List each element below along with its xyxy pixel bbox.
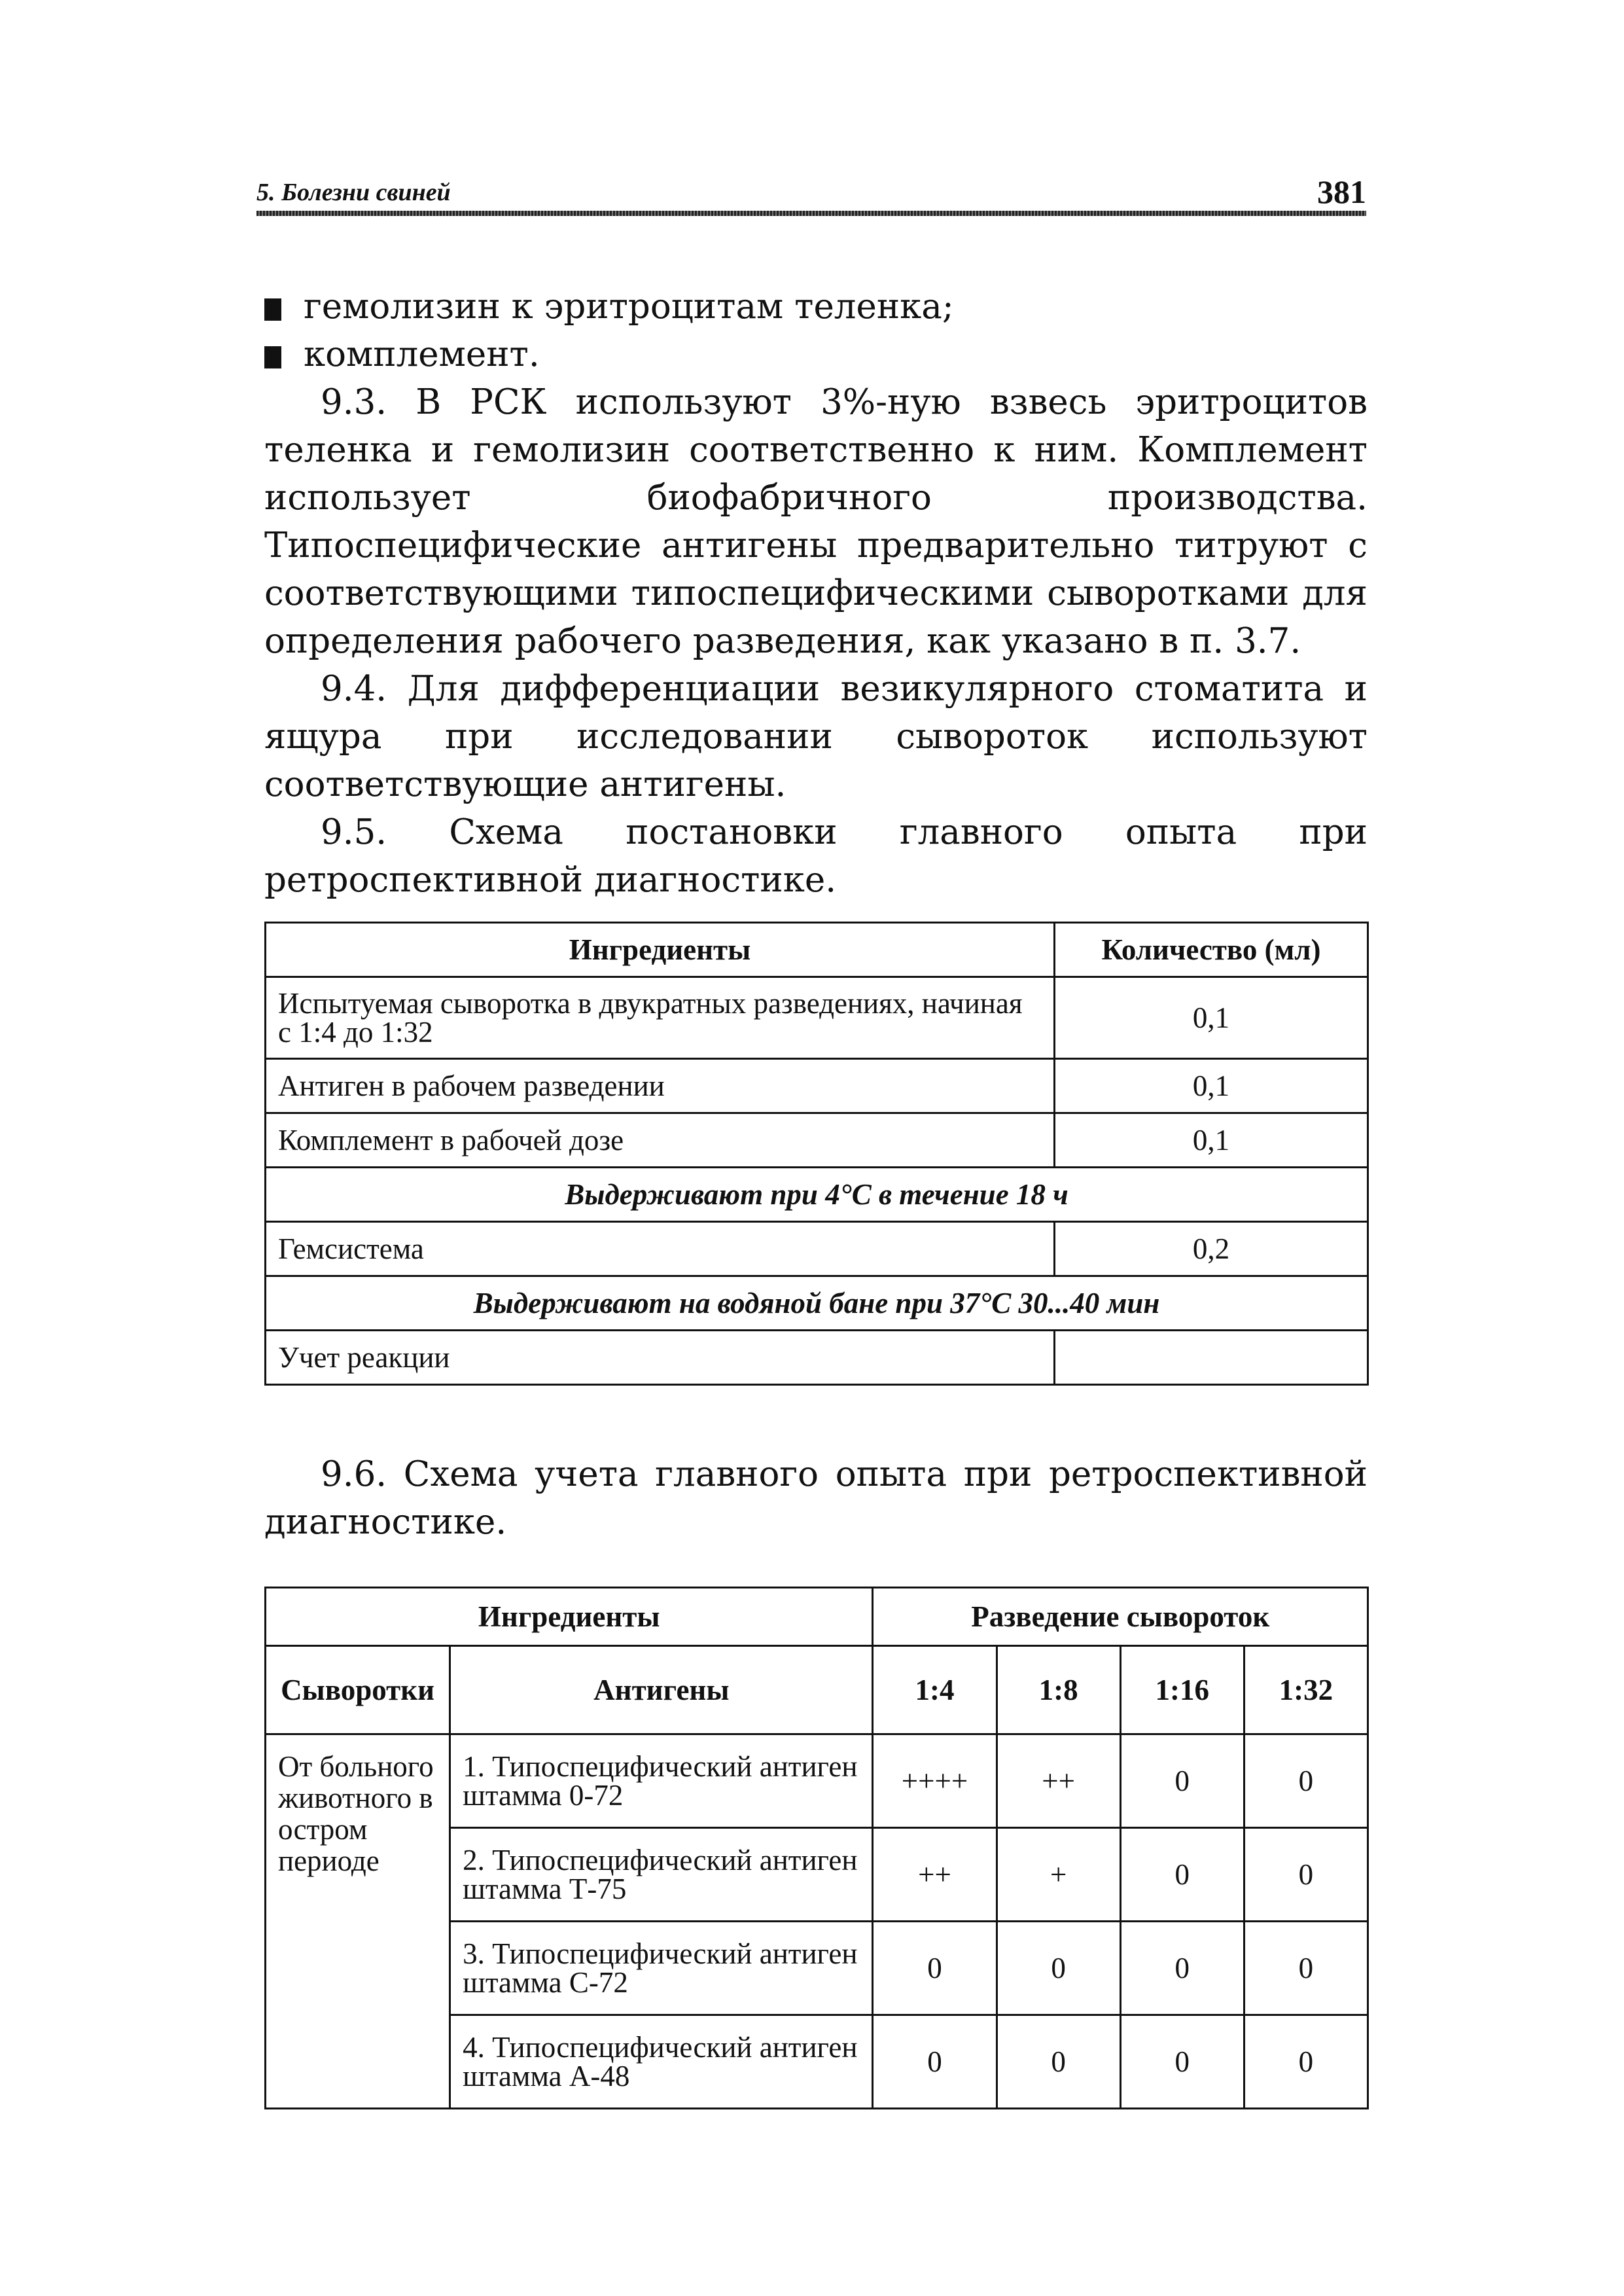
- antigen-cell: 3. Типоспецифический антиген штамма С-72: [450, 1922, 873, 2015]
- antigen-cell: 1. Типоспецифический антиген штамма 0-72: [450, 1734, 873, 1828]
- quantity-cell: 0,2: [1055, 1222, 1368, 1276]
- bullet-text: комплемент.: [304, 334, 540, 374]
- group-header: Ингредиенты: [266, 1588, 873, 1646]
- incubation-note: Выдерживают на водяной бане при 37°С 30...40 мин: [266, 1276, 1368, 1331]
- ingredient-cell: Антиген в рабочем разведении: [266, 1059, 1055, 1113]
- table-row: [266, 1168, 1368, 1222]
- quantity-cell: 0,1: [1055, 977, 1368, 1059]
- header-rule: [256, 211, 1366, 216]
- result-cell: 0: [1120, 1734, 1244, 1828]
- paragraph-9-5: 9.5. Схема постановки главного опыта при ретроспективной диагностике.: [264, 812, 1368, 900]
- result-cell: 0: [1244, 2015, 1368, 2109]
- table-row: [266, 1222, 1368, 1276]
- bullet-text: гемолизин к эритроцитам теленка;: [304, 287, 954, 327]
- table-main-test-setup: [264, 922, 1369, 1386]
- result-cell: 0: [873, 1922, 997, 2015]
- paragraph-9-3: 9.3. В РСК используют 3%-ную взвесь эритроцитов теленка и гемолизин соответственно к ним. Комплемент использует биофабричного производства. Типоспецифические антигены предварительно титруют с соответствующими типоспецифическими сыворотками для определения рабочего разведения, как указано в п. 3.7.: [264, 382, 1368, 661]
- result-cell: ++: [873, 1828, 997, 1922]
- group-header: Разведение сывороток: [873, 1588, 1368, 1646]
- quantity-cell: 0,1: [1055, 1059, 1368, 1113]
- ingredient-cell: Комплемент в рабочей дозе: [266, 1113, 1055, 1168]
- body-text-top: [264, 283, 1368, 904]
- result-cell: 0: [1244, 1828, 1368, 1922]
- chapter-title: 5. Болезни свиней: [256, 179, 451, 206]
- result-cell: ++++: [873, 1734, 997, 1828]
- column-header: Антигены: [450, 1646, 873, 1734]
- quantity-cell: 0,1: [1055, 1113, 1368, 1168]
- column-header: 1:16: [1120, 1646, 1244, 1734]
- column-header: 1:8: [997, 1646, 1120, 1734]
- result-cell: ++: [997, 1734, 1120, 1828]
- table-row: [266, 1113, 1368, 1168]
- column-header: 1:4: [873, 1646, 997, 1734]
- column-header: Количество (мл): [1055, 923, 1368, 977]
- table-main-test-results: [264, 1587, 1369, 2109]
- result-cell: 0: [1244, 1922, 1368, 2015]
- bullet-item: [264, 331, 1368, 378]
- result-cell: 0: [873, 2015, 997, 2109]
- table-row: [266, 1276, 1368, 1331]
- result-cell: 0: [997, 1922, 1120, 2015]
- running-head: [256, 171, 1366, 216]
- incubation-note: Выдерживают при 4°С в течение 18 ч: [266, 1168, 1368, 1222]
- result-cell: 0: [1120, 1828, 1244, 1922]
- result-cell: 0: [1120, 2015, 1244, 2109]
- result-cell: 0: [1244, 1734, 1368, 1828]
- serum-cell: От больного животного в остром периоде: [266, 1734, 450, 2109]
- bullet-item: [264, 283, 1368, 331]
- ingredient-cell: Учет реакции: [266, 1331, 1055, 1385]
- table-row: [266, 1331, 1368, 1385]
- table-row: [266, 977, 1368, 1059]
- table-row: [266, 1059, 1368, 1113]
- quantity-cell: [1055, 1331, 1368, 1385]
- page-number: 381: [1317, 173, 1366, 210]
- ingredient-cell: Испытуемая сыворотка в двукратных разведениях, начиная с 1:4 до 1:32: [266, 977, 1055, 1059]
- column-header: Ингредиенты: [266, 923, 1055, 977]
- square-bullet-icon: [264, 298, 281, 321]
- table-row: [266, 1734, 1368, 1828]
- paragraph-9-6: 9.6. Схема учета главного опыта при ретроспективной диагностике.: [264, 1454, 1368, 1542]
- column-header: Сыворотки: [266, 1646, 450, 1734]
- antigen-cell: 2. Типоспецифический антиген штамма Т-75: [450, 1828, 873, 1922]
- column-header: 1:32: [1244, 1646, 1368, 1734]
- body-text-bottom: [264, 1450, 1368, 1546]
- result-cell: +: [997, 1828, 1120, 1922]
- antigen-cell: 4. Типоспецифический антиген штамма А-48: [450, 2015, 873, 2109]
- ingredient-cell: Гемсистема: [266, 1222, 1055, 1276]
- paragraph-9-4: 9.4. Для дифференциации везикулярного стоматита и ящура при исследовании сывороток используют соответствующие антигены.: [264, 669, 1368, 804]
- square-bullet-icon: [264, 346, 281, 368]
- result-cell: 0: [1120, 1922, 1244, 2015]
- result-cell: 0: [997, 2015, 1120, 2109]
